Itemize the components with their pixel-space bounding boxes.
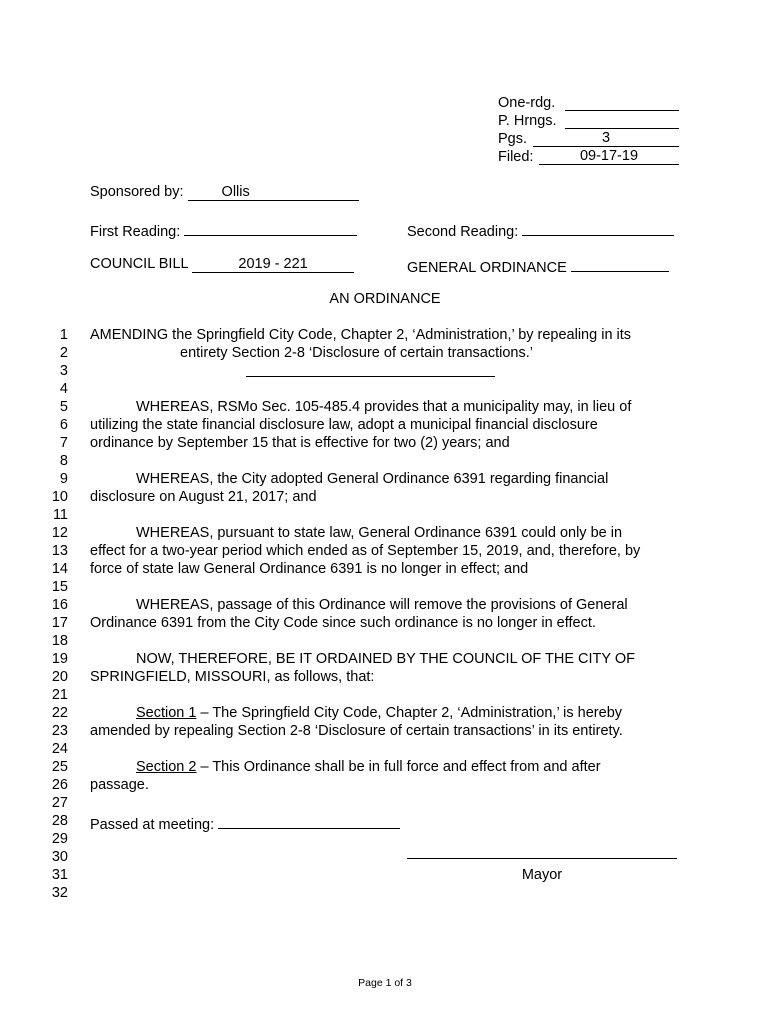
line-number: 14 [51,561,68,577]
section-2-line-2: passage. [90,777,149,793]
document-title: AN ORDINANCE [329,291,441,307]
council-bill-label: COUNCIL BILL [90,256,189,272]
whereas-2-line-2: disclosure on August 21, 2017; and [90,489,317,505]
line-number: 27 [51,795,68,811]
line-number: 18 [51,633,68,649]
line-number: 22 [51,705,68,721]
whereas-3-line-2: effect for a two-year period which ended as of September 15, 2019, and, therefore, by [90,543,641,559]
second-reading-row [407,219,674,241]
line-number: 17 [51,615,68,631]
whereas-4-line-2: Ordinance 6391 from the City Code since such ordinance is no longer in effect. [90,615,596,631]
line-number: 10 [51,489,68,505]
one-rdg-field [565,94,679,111]
line-number: 8 [59,453,68,469]
second-reading-label: Second Reading: [407,224,519,240]
council-bill-row [90,255,354,273]
first-reading-field [184,219,357,236]
section-2-heading: Section 2 [136,759,197,775]
section-2-line-1 [136,758,601,776]
general-ordinance-row [407,255,669,277]
one-rdg-label: One-rdg. [498,95,556,111]
title-divider [246,376,495,377]
sponsor-label: Sponsored by: [90,184,184,200]
amending-line-2: entirety Section 2-8 ‘Disclosure of certain transactions.’ [180,345,533,361]
section-2-text: – This Ordinance shall be in full force and effect from and after [196,759,601,775]
mayor-label: Mayor [521,867,563,883]
line-number: 15 [51,579,68,595]
general-ordinance-label: GENERAL ORDINANCE [407,260,567,276]
section-1-line-1 [136,704,622,722]
whereas-4-line-1: WHEREAS, passage of this Ordinance will remove the provisions of General [136,597,628,613]
passed-at-meeting-label: Passed at meeting: [90,817,215,833]
line-number: 30 [51,849,68,865]
general-ordinance-field [571,255,669,272]
now-therefore-line-1: NOW, THEREFORE, BE IT ORDAINED BY THE COUNCIL OF THE CITY OF [136,651,635,667]
line-number: 25 [51,759,68,775]
sponsor-field [188,184,359,201]
line-number: 19 [51,651,68,667]
line-number: 9 [59,471,68,487]
line-number: 24 [51,741,68,757]
pgs-field: 3 [533,130,679,147]
line-number: 12 [51,525,68,541]
line-number: 1 [59,327,68,343]
whereas-1-line-3: ordinance by September 15 that is effective for two (2) years; and [90,435,510,451]
line-number: 26 [51,777,68,793]
page-footer: Page 1 of 3 [358,977,412,989]
sponsor-value: Ollis [221,184,250,200]
line-number: 13 [51,543,68,559]
line-number: 2 [59,345,68,361]
section-1-heading: Section 1 [136,705,197,721]
first-reading-row [90,219,357,241]
whereas-1-line-2: utilizing the state financial disclosure law, adopt a municipal financial disclosure [90,417,598,433]
line-number: 32 [51,885,68,901]
line-number: 20 [51,669,68,685]
line-number: 3 [59,363,68,379]
filed-label: Filed: [498,149,534,165]
line-number: 23 [51,723,68,739]
amending-line-1: AMENDING the Springfield City Code, Chapter 2, ‘Administration,’ by repealing in its [90,327,632,343]
line-number: 28 [51,813,68,829]
line-number: 7 [59,435,68,451]
section-1-line-2: amended by repealing Section 2-8 ‘Disclosure of certain transactions’ in its entirety. [90,723,623,739]
second-reading-field [522,219,674,236]
line-number: 31 [51,867,68,883]
line-number: 4 [59,381,68,397]
p-hrngs-label: P. Hrngs. [498,113,557,129]
whereas-3-line-3: force of state law General Ordinance 6391 is no longer in effect; and [90,561,529,577]
mayor-signature-line [407,858,677,859]
whereas-2-line-1: WHEREAS, the City adopted General Ordinance 6391 regarding financial [136,471,609,487]
first-reading-label: First Reading: [90,224,181,240]
line-number: 11 [52,507,68,523]
section-1-text: – The Springfield City Code, Chapter 2, ‘Administration,’ is hereby [196,705,623,721]
line-number: 29 [51,831,68,847]
line-number: 5 [59,399,68,415]
line-number: 6 [59,417,68,433]
line-number: 21 [51,687,68,703]
whereas-3-line-1: WHEREAS, pursuant to state law, General Ordinance 6391 could only be in [136,525,623,541]
now-therefore-line-2: SPRINGFIELD, MISSOURI, as follows, that: [90,669,375,685]
whereas-1-line-1: WHEREAS, RSMo Sec. 105-485.4 provides that a municipality may, in lieu of [136,399,632,415]
passed-at-meeting-row [90,812,400,834]
filed-field: 09-17-19 [539,148,679,165]
sponsor-row [90,183,359,201]
line-number: 16 [51,597,68,613]
pgs-label: Pgs. [498,131,528,147]
p-hrngs-field [565,112,679,129]
passed-at-meeting-field [218,812,400,829]
council-bill-field: 2019 - 221 [192,256,354,273]
